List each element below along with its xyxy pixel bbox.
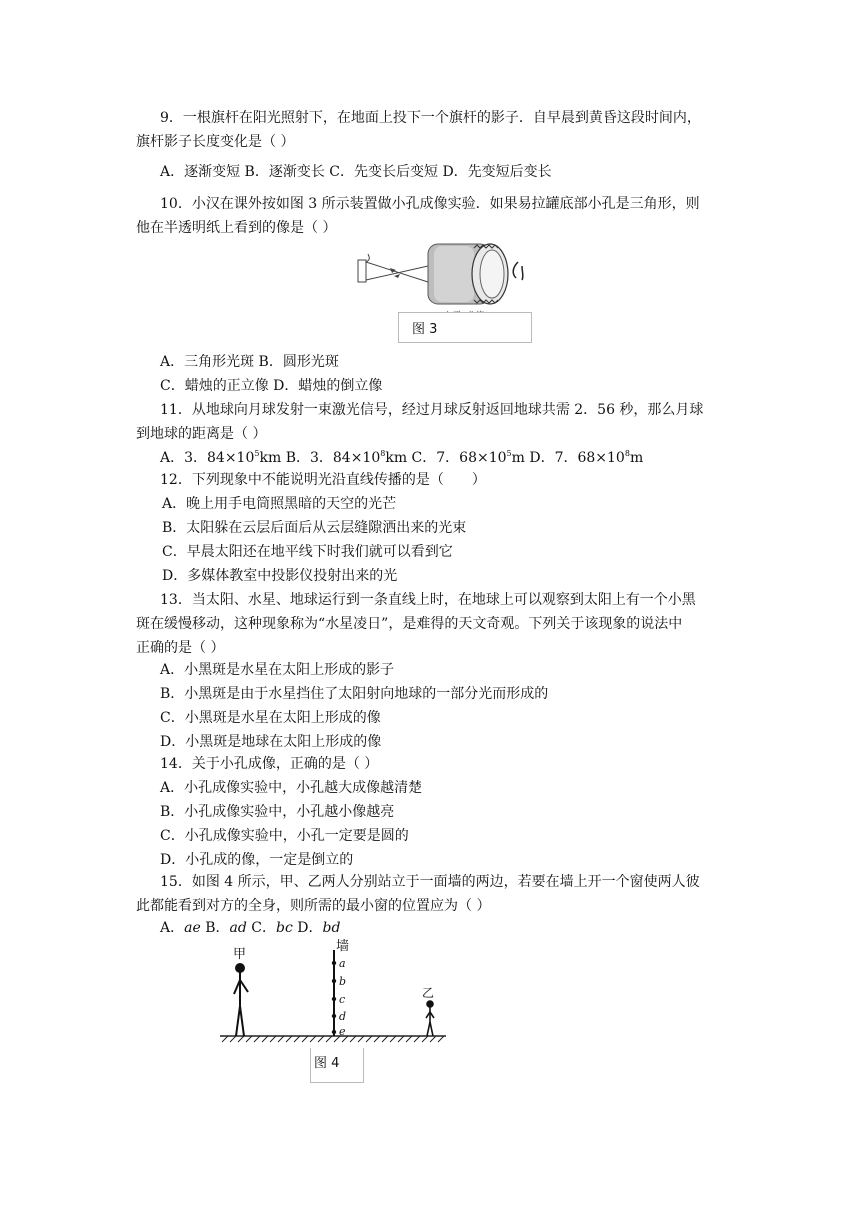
wall-point-a: a [339, 957, 346, 970]
q11-option-d: m D．7．68×10 [511, 450, 625, 466]
q14-option-b: B．小孔成像实验中，小孔越小像越亮 [160, 804, 395, 820]
q11-option-b: km B．3．84×10 [259, 450, 381, 466]
q13-stem-line3: 正确的是（ ） [136, 640, 225, 656]
q11-option-b-exponent: 8 [380, 449, 386, 458]
q10-options-line1: A．三角形光斑 B．圆形光斑 [160, 354, 339, 370]
person-a-figure [234, 964, 248, 1036]
q13-option-c: C．小黑斑是水星在太阳上形成的像 [160, 710, 381, 726]
q15-option-c: bc [276, 920, 293, 936]
q14-stem: 14．关于小孔成像，正确的是（ ） [160, 756, 379, 772]
person-b-figure [426, 1001, 434, 1036]
wall-point-d: d [339, 1010, 347, 1023]
q11-option-c-exponent: 5 [506, 449, 512, 458]
figure-4-wall-diagram [218, 936, 448, 1058]
q9-stem-line2: 旗杆影子长度变化是（ ） [136, 134, 295, 150]
q15-option-a: ae [184, 920, 201, 936]
q11-option-d-unit: m [629, 450, 644, 466]
figure-3-caption: 图 3 [412, 322, 438, 337]
q11-stem-line1: 11．从地球向月球发射一束激光信号，经过月球反射返回地球共需 2．56 秒，那么月球 [160, 402, 704, 418]
q13-option-a: A．小黑斑是水星在太阳上形成的影子 [160, 662, 395, 678]
wall-point-c: c [339, 993, 346, 1006]
q11-option-c: km C．7．68×10 [385, 450, 507, 466]
q11-options [160, 448, 643, 468]
wall-label: 墙 [336, 939, 350, 954]
q14-option-a: A．小孔成像实验中，小孔越大成像越清楚 [160, 780, 423, 796]
q9-stem-line1: 9．一根旗杆在阳光照射下，在地面上投下一个旗杆的影子．自早晨到黄昏这段时间内， [160, 110, 701, 126]
q14-option-d: D．小孔成的像，一定是倒立的 [160, 852, 354, 868]
q9-options: A．逐渐变短 B．逐渐变长 C．先变长后变短 D．先变短后变长 [160, 164, 552, 180]
q15-option-b-prefix: B． [200, 920, 230, 936]
q12-option-b: B．太阳躲在云层后面后从云层缝隙洒出来的光束 [162, 520, 467, 536]
q15-option-d: bd [322, 920, 341, 936]
q10-stem-line1: 10．小汉在课外按如图 3 所示装置做小孔成像实验．如果易拉罐底部小孔是三角形，则 [160, 196, 700, 212]
q14-option-c: C．小孔成像实验中，小孔一定要是圆的 [160, 828, 409, 844]
q11-option-a-exponent: 5 [254, 449, 260, 458]
q11-option-a: A．3．84×10 [160, 450, 255, 466]
figure-4-caption: 图 4 [314, 1056, 340, 1071]
q12-option-d: D．多媒体教室中投影仪投射出来的光 [162, 568, 398, 584]
person-a-label: 甲 [233, 947, 247, 962]
q13-stem-line1: 13．当太阳、水星、地球运行到一条直线上时，在地球上可以观察到太阳上有一个小黑 [160, 592, 696, 608]
q11-option-d-exponent: 8 [624, 449, 630, 458]
q12-option-a: A．晚上用手电筒照黑暗的天空的光芒 [162, 496, 397, 512]
q15-stem-line2: 此都能看到对方的全身，则所需的最小窗的位置应为（ ） [136, 898, 491, 914]
q12-stem: 12．下列现象中不能说明光沿直线传播的是（ ） [160, 472, 486, 488]
q12-option-c: C．早晨太阳还在地平线下时我们就可以看到它 [162, 544, 453, 560]
q15-option-b: ad [229, 920, 247, 936]
q13-option-b: B．小黑斑是由于水星挡住了太阳射向地球的一部分光而形成的 [160, 686, 549, 702]
q10-options-line2: C．蜡烛的正立像 D．蜡烛的倒立像 [160, 378, 383, 394]
q15-option-d-prefix: D． [292, 920, 323, 936]
wall-point-b: b [339, 975, 347, 988]
q15-stem-line1: 15．如图 4 所示，甲、乙两人分别站立于一面墙的两边，若要在墙上开一个窗使两人彼 [160, 874, 700, 890]
q15-options [160, 918, 340, 938]
q13-stem-line2: 斑在缓慢移动，这种现象称为“水星凌日”，是难得的天文奇观。下列关于该现象的说法中 [136, 616, 683, 632]
q10-stem-line2: 他在半透明纸上看到的像是（ ） [136, 220, 337, 236]
q11-stem-line2: 到地球的距离是（ ） [136, 426, 267, 442]
q15-option-c-prefix: C． [246, 920, 276, 936]
q13-option-d: D．小黑斑是地球在太阳上形成的像 [160, 734, 382, 750]
q15-option-a-prefix: A． [160, 920, 185, 936]
person-b-label: 乙 [422, 986, 435, 1000]
wall-point-e: e [339, 1025, 346, 1038]
